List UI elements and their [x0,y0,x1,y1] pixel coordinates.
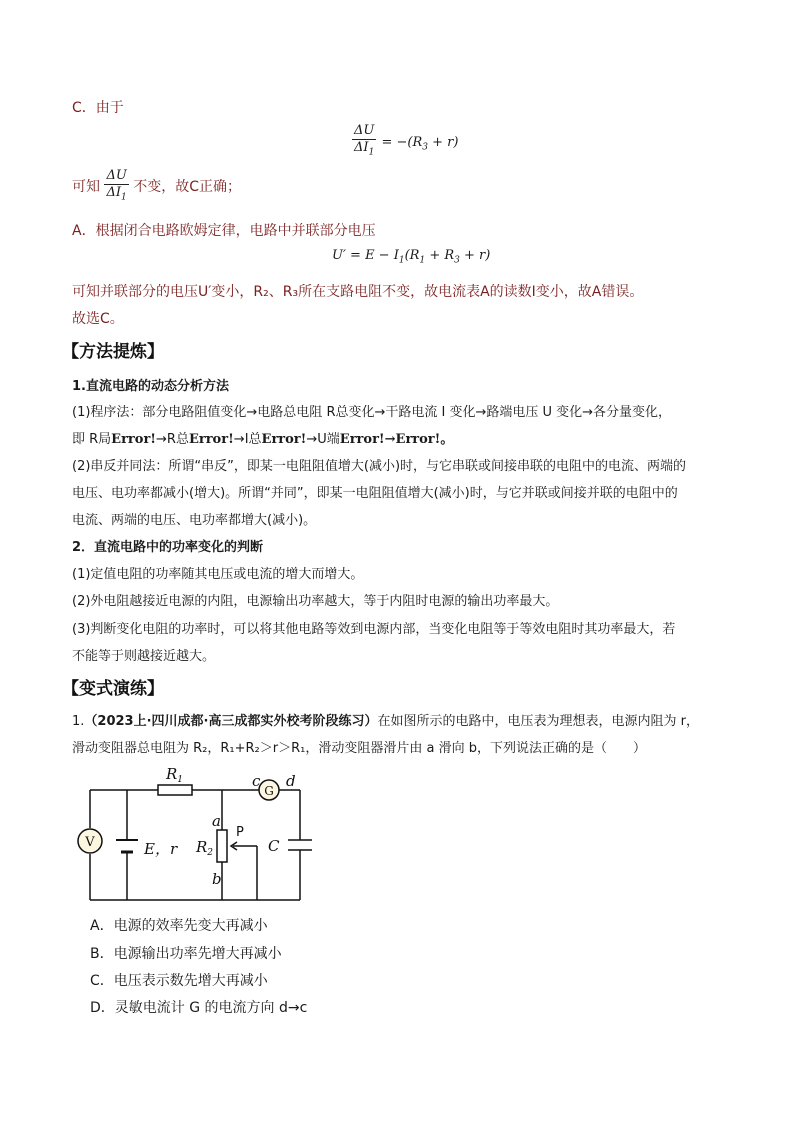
answer-line: 故选C。 [72,311,124,327]
method-heading: 【方法提炼】 [62,342,164,362]
method-p1a: (1)程序法：部分电路阻值变化→电路总电阻 R总变化→干路电流 I 变化→路端电压 U 变化→各分量变化， [72,405,672,420]
label-e-r: E，r [144,840,178,858]
label-r2: $R_2$ [196,838,214,858]
method-q2: (2)外电阻越接近电源的内阻，电源输出功率越大，等于内阻时电源的输出功率最大。 [72,594,559,609]
galvanometer-label: G [264,784,274,798]
option-c-intro: C．由于 [72,100,124,116]
option-b: B．电源输出功率先增大再减小 [90,946,282,962]
option-a: A．电源的效率先变大再减小 [90,918,268,934]
label-r1: $R_1$ [166,765,184,785]
label-capacitor: C [268,837,280,855]
practice-heading: 【变式演练】 [62,679,164,699]
method-p2a: (2)串反并同法：所谓“串反”，即某一电阻阻值增大(减小)时，与它串联或间接串联的电阻中的电流、两端的 [72,459,687,474]
option-c-conclusion: 可知 $\frac{\Delta U}{\Delta I_1}$ 不变，故C正确； [72,168,241,206]
label-d: d [286,772,296,790]
method-p2b: 电压、电功率都减小(增大)。所谓“并同”，即某一电阻阻值增大(减小)时，与它并联或间接并联的电阻中的 [72,486,678,501]
option-a-intro: A．根据闭合电路欧姆定律，电路中并联部分电压 [72,223,376,239]
option-d: D．灵敏电流计 G 的电流方向 d→c [90,1000,308,1016]
label-a: a [212,812,221,830]
label-c: c [252,772,261,790]
formula-du-di [352,123,458,161]
method-title-1: 1.直流电路的动态分析方法 [72,379,229,394]
label-b: b [212,870,222,888]
method-q3a: (3)判断变化电阻的功率时，可以将其他电路等效到电源内部，当变化电阻等于等效电阻时其功率最大，若 [72,622,676,637]
fraction-du-di [352,123,376,161]
fraction-denominator: $\Delta I_1$ [354,140,375,158]
method-q3b: 不能等于则越接近越大。 [72,649,216,664]
formula-parallel-voltage: $U' = E - I_1(R_1 + R_3 + r)$ [332,248,491,266]
question-1-line1: 1.（2023上·四川成都·高三成都实外校考阶段练习）在如图所示的电路中，电压表为理想表，电源内阻为 r， [72,714,699,729]
label-p: P [236,825,244,840]
method-p1b: 即 R局Error!→R总Error!→I总Error!→U端Error!→Error!。 [72,432,454,447]
fraction-numerator: ΔU [354,123,375,138]
method-title-2: 2．直流电路中的功率变化的判断 [72,540,264,555]
voltmeter-label: V [85,835,95,850]
method-p2c: 电流、两端的电压、电功率都增大(减小)。 [72,513,317,528]
formula-rhs: = $-(R_3 + r)$ [381,135,459,153]
method-q1: (1)定值电阻的功率随其电压或电流的增大而增大。 [72,567,364,582]
option-c: C．电压表示数先增大再减小 [90,973,268,989]
fraction-du-di-inline: $\frac{\Delta U}{\Delta I_1}$ [106,168,127,203]
question-1-line2: 滑动变阻器总电阻为 R₂，R₁+R₂＞r＞R₁，滑动变阻器滑片由 a 滑向 b，下列说法正确的是（ ） [72,741,646,756]
circuit-diagram [72,762,332,907]
option-a-conclusion: 可知并联部分的电压U′变小，R₂、R₃所在支路电阻不变，故电流表A的读数I变小，故A错误。 [72,284,644,300]
